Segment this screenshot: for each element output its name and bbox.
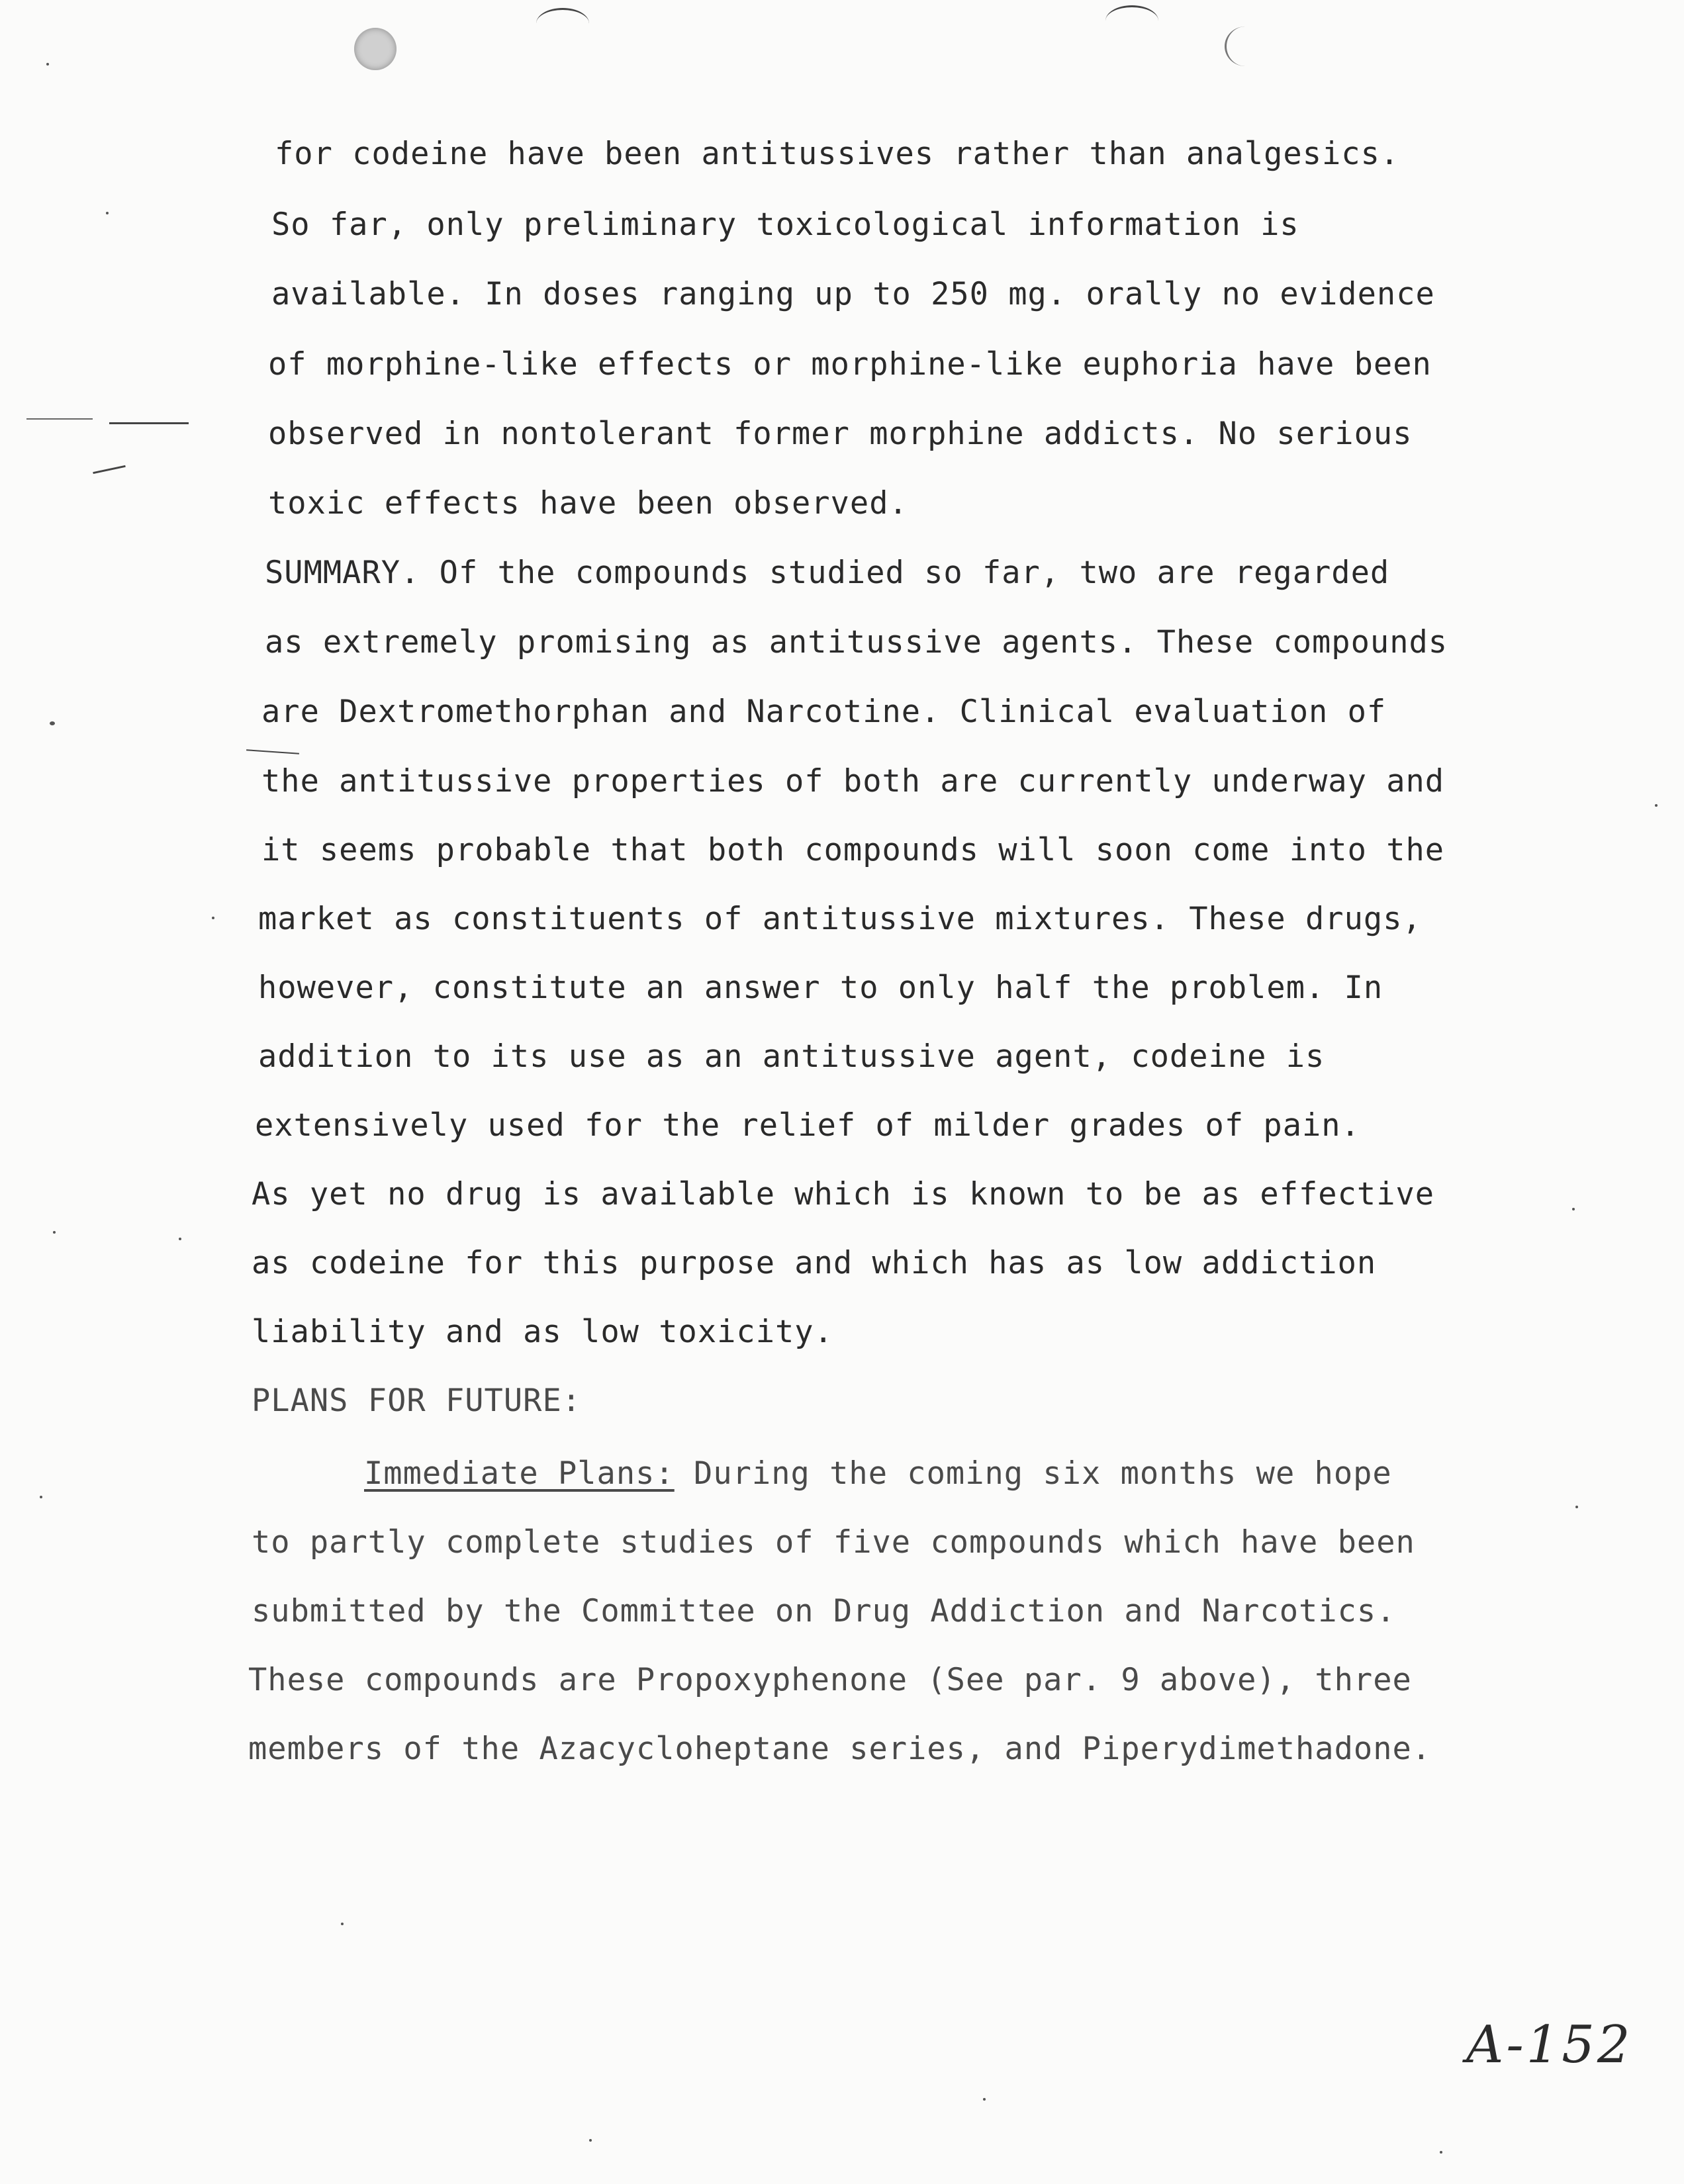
- text-line: liability and as low toxicity.: [252, 1314, 833, 1350]
- speck: [589, 2139, 592, 2142]
- text-line: to partly complete studies of five compounds which have been: [252, 1524, 1415, 1561]
- text-line: submitted by the Committee on Drug Addiction and Narcotics.: [252, 1593, 1396, 1629]
- text-line: So far, only preliminary toxicological information is: [271, 206, 1299, 243]
- page-number: A-152: [1466, 2015, 1633, 2075]
- section-heading-plans: PLANS FOR FUTURE:: [252, 1383, 582, 1419]
- punch-hole: [354, 28, 397, 70]
- text-line: the antitussive properties of both are currently underway and: [261, 763, 1445, 799]
- text-line: however, constitute an answer to only half the problem. In: [258, 970, 1383, 1006]
- summary-line: SUMMARY. Of the compounds studied so far, two are regarded: [265, 555, 1390, 591]
- punch-hole-outline: [536, 8, 589, 39]
- text-line: addition to its use as an antitussive agent, codeine is: [258, 1038, 1325, 1075]
- immediate-plans-line: [252, 1455, 1392, 1492]
- speck: [1575, 1506, 1578, 1508]
- punch-hole-outline: [1225, 26, 1266, 66]
- speck: [50, 721, 55, 725]
- text-line: for codeine have been antitussives rather than analgesics.: [275, 136, 1400, 172]
- text-line: as extremely promising as antitussive agents. These compounds: [265, 624, 1448, 660]
- speck: [1655, 804, 1658, 807]
- text-line: as codeine for this purpose and which has as low addiction: [252, 1245, 1377, 1281]
- text-line: are Dextromethorphan and Narcotine. Clinical evaluation of: [261, 694, 1387, 730]
- punch-hole-outline: [1105, 5, 1158, 36]
- text-line: extensively used for the relief of milder grades of pain.: [255, 1107, 1360, 1144]
- margin-mark: [246, 749, 299, 754]
- margin-mark: [26, 418, 93, 420]
- text-line: of morphine-like effects or morphine-like euphoria have been: [268, 346, 1432, 383]
- text-line: members of the Azacycloheptane series, and Piperydimethadone.: [248, 1731, 1432, 1767]
- text-line: market as constituents of antitussive mixtures. These drugs,: [258, 901, 1422, 937]
- speck: [983, 2098, 986, 2101]
- text-line: available. In doses ranging up to 250 mg. orally no evidence: [271, 276, 1435, 312]
- speck: [106, 212, 109, 214]
- margin-mark: [109, 422, 189, 424]
- text-line: As yet no drug is available which is known to be as effective: [252, 1176, 1435, 1212]
- speck: [212, 917, 214, 919]
- text-line: toxic effects have been observed.: [268, 485, 908, 522]
- speck: [1572, 1208, 1575, 1210]
- speck: [341, 1923, 344, 1925]
- speck: [46, 63, 49, 66]
- speck: [40, 1496, 42, 1498]
- margin-mark: [93, 465, 126, 474]
- immediate-plans-heading: Immediate Plans:: [364, 1455, 675, 1492]
- speck: [179, 1238, 181, 1240]
- speck: [1440, 2151, 1442, 2154]
- text-line: These compounds are Propoxyphenone (See par. 9 above), three: [248, 1662, 1412, 1698]
- text-line: observed in nontolerant former morphine addicts. No serious: [268, 416, 1413, 452]
- immediate-plans-text: During the coming six months we hope: [674, 1455, 1392, 1492]
- text-line: it seems probable that both compounds will soon come into the: [261, 832, 1445, 868]
- speck: [53, 1231, 56, 1234]
